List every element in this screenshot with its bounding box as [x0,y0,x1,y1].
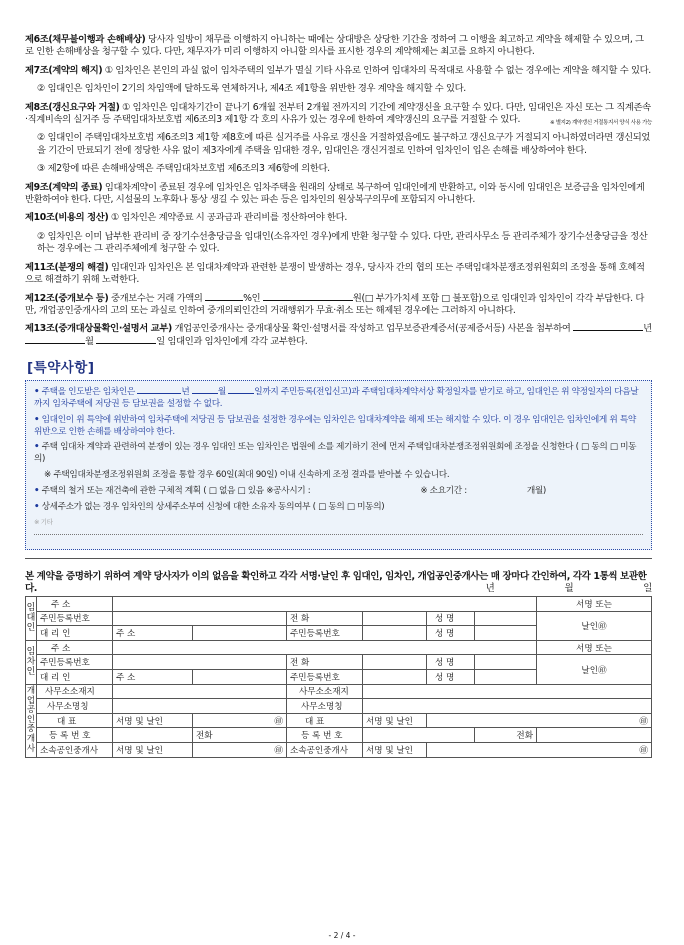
article-13 [25,323,652,348]
closing-text: 본 계약을 증명하기 위하여 계약 당사자가 이의 없음을 확인하고 각각 서명·날인 후 임대인, 임차인, 개업공인중개사는 매 장마다 간인하여, 각각 1통씩 보관한다. [25,571,647,594]
article-12-part1: 중개보수는 거래 가액의 [110,292,203,304]
agent1-office-address-label: 사무소소재지 [37,684,113,699]
article-8-clause-2: ② 임대인이 주택임대차보호법 제6조의3 제1항 제8호에 따른 실거주를 사유로 갱신을 거절하였음에도 불구하고 갱신요구가 거절되지 아니하였더라면 갱신되었을 기간이 만료되기 전에 정당한 사유 없이 제3자에게 주택을 임대한 경우, 임대인은 갱신거절로 인하여 임차인이 입은 손해를 배상하여야 한다. [37,132,651,156]
agent1-reg-field[interactable] [113,728,193,743]
tenant-row-address [26,640,652,655]
landlord-phone-label: 전 화 [287,611,363,626]
article-6-title: 제6조(채무불이행과 손해배상) [25,34,146,45]
article-9 [25,182,652,207]
landlord-phone-field[interactable] [363,611,427,626]
special-item-1-part3: 위 약정일자의 다음날까지 임차주택에 저당권 등 담보권을 설정할 수 없다. [34,387,639,409]
tenant-agent-label: 대 리 인 [37,670,113,685]
special-item-4 [34,486,643,498]
article-12-part3: 원(□ 부가가치세 포함 □ 불포함)으로 임대인과 임차인이 각각 부담한다. 다만, 개업공인중개사의 고의 또는 과실로 인하여 중개의뢰인간의 거래행위가 무효·취소 또는 해제된 경우에는 그러하지 아니하다. [25,292,644,316]
closing-day: 일 [643,582,652,594]
tenant-label: 임 차 인 [26,640,37,684]
landlord-address-label: 주 소 [37,597,113,612]
tenant-agent-name-label: 성 명 [427,670,475,685]
special-item-1-year: 년 [181,387,190,398]
agent2-affiliated-sign-label: 서명 및 날인 [363,743,427,758]
special-item-2 [34,415,643,439]
agent2-office-name-label: 사무소명칭 [287,699,363,714]
bullet-icon: • [34,414,40,425]
article-13-year: 년 [643,323,652,335]
agent1-rep-seal[interactable]: ㊞ [193,713,287,728]
agent2-tel-field[interactable] [537,728,652,743]
agent-row-office-name [26,699,652,714]
agent-row-affiliated [26,743,652,758]
agent1-affiliated-sign-label: 서명 및 날인 [113,743,193,758]
tenant-id-field[interactable] [113,655,287,670]
agent1-office-name-label: 사무소명칭 [37,699,113,714]
agent-row-registration [26,728,652,743]
delivery-year-blank[interactable] [573,330,643,331]
fee-rate-blank[interactable] [205,300,243,301]
signature-table [25,596,652,758]
article-8-title: 제8조(갱신요구와 거절) [25,101,120,113]
article-7-title: 제7조(계약의 해지) [25,64,103,76]
special-terms-box [25,380,652,550]
tenant-agent-address-field[interactable] [193,670,287,685]
bullet-icon: • [34,387,40,398]
special-terms-title: [특약사항] [27,360,95,377]
landlord-agent-name-field[interactable] [475,626,537,641]
page-number: - 2 / 4 - [328,931,356,940]
tenant-agent-id-label: 주민등록번호 [287,670,363,685]
article-6-body: 당사자 일방이 채무를 이행하지 아니하는 때에는 상대방은 상당한 기간을 정하여 그 이행을 최고하고 계약을 해제할 수 있으며, 그로 인한 손해배상을 청구할 수 있다. 다만, 채무자가 미리 이행하지 아니할 의사를 표시한 경우의 계약해제는 최고를 요하지 아니한다. [25,34,644,58]
article-7-body: ① 임차인은 본인의 과실 없이 임차주택의 일부가 멸실 기타 사유로 인하여 임대차의 목적대로 사용할 수 없는 경우에는 계약을 해지할 수 있다. [104,64,651,76]
tenant-name-label: 성 명 [427,655,475,670]
landlord-agent-address-label: 주 소 [113,626,193,641]
agent2-office-address-field[interactable] [363,684,652,699]
article-12-part2: %인 [243,292,261,304]
special-item-3-note: ※ 주택임대차분쟁조정위원회 조정을 통할 경우 60일(최대 90일) 이내 신속하게 조정 결과를 받아볼 수 있습니다. [44,469,450,480]
special-item-3 [34,442,643,466]
special-item-1-month: 월 [217,387,226,398]
agent2-affiliated-label: 소속공인중개사 [287,743,363,758]
agent1-rep-label: 대 표 [37,713,113,728]
article-12-title: 제12조(중개보수 등) [25,292,109,304]
movein-month-blank[interactable] [192,393,218,394]
article-7-clause-2: ② 임대인은 임차인이 2기의 차임액에 달하도록 연체하거나, 제4조 제1항을 위반한 경우 계약을 해지할 수 있다. [37,83,466,95]
landlord-agent-label: 대 리 인 [37,626,113,641]
tenant-address-label: 주 소 [37,640,113,655]
special-item-1 [34,387,643,411]
tenant-address-field[interactable] [113,640,537,655]
landlord-agent-name-label: 성 명 [427,626,475,641]
article-11-title: 제11조(분쟁의 해결) [25,261,109,273]
article-10-clause-2: ② 임차인은 이미 납부한 관리비 중 장기수선충당금을 임대인(소유자인 경우)에게 반환 청구할 수 있다. 다만, 관리사무소 등 관리주체가 장기수선충당금을 정산하는 경우에는 그 관리주체에게 청구할 수 있다. [37,230,648,255]
tenant-phone-field[interactable] [363,655,427,670]
article-11 [25,262,652,287]
closing-year: 년 [485,582,495,594]
agent1-rep-sign-label: 서명 및 날인 [113,713,193,728]
landlord-sign-label: 서명 또는 [537,597,652,612]
article-9-body: 임대차계약이 종료된 경우에 임차인은 임차주택을 원래의 상태로 복구하여 임대인에게 반환하고, 이와 동시에 임대인은 보증금을 임차인에게 반환하여야 한다. 다만, 시설물의 노후화나 통상 생길 수 있는 파손 등은 임차인의 원상복구의무에 포함되지 아니한다. [25,181,645,206]
special-misc: ※ 기타 [34,517,643,535]
agent2-reg-field[interactable] [363,728,475,743]
bullet-icon: • [34,442,40,453]
article-8-clause-3: ③ 제2항에 따른 손해배상액은 주택임대차보호법 제6조의3 제6항에 의한다. [37,163,330,175]
tenant-id-label: 주민등록번호 [37,655,113,670]
special-item-4-part3: 개월) [526,485,546,496]
landlord-label: 임 대 인 [26,597,37,641]
agent-row-office-address [26,684,652,699]
tenant-row-id [26,655,652,670]
special-item-4-part2: ※ 소요기간 : [420,485,467,496]
special-item-5 [34,502,643,514]
landlord-seal-label: 날인㊞ [537,611,652,640]
agent1-reg-label: 등 록 번 호 [37,728,113,743]
agent2-office-address-label: 사무소소재지 [287,684,363,699]
agent2-office-name-field[interactable] [363,699,652,714]
article-13-title: 제13조(중개대상물확인·설명서 교부) [25,323,172,335]
bullet-icon: • [34,485,40,496]
delivery-month-blank[interactable] [25,343,85,344]
article-8-body: ① 임차인은 임대차기간이 끝나기 6개월 전부터 2개월 전까지의 기간에 계약갱신을 요구할 수 있다. 다만, 임대인은 자신 또는 그 직계존속·직계비속의 실거주 등 주택임대차보호법 제6조의3 제1항 각 호의 사유가 있는 경우에 한하여 계약갱신의 요구를 거절할 수 있다. [25,101,651,126]
article-6 [25,34,652,59]
agent1-office-name-field[interactable] [113,699,287,714]
special-item-4-part1: 주택의 철거 또는 재건축에 관한 구체적 계획 ( □ 없음 □ 있음 ※공사시기 : [41,485,311,496]
agent2-reg-label: 등 록 번 호 [287,728,363,743]
agent2-tel-label: 전화 [475,728,537,743]
landlord-agent-id-label: 주민등록번호 [287,626,363,641]
divider [25,558,652,565]
agent-row-representative [26,713,652,728]
agent2-rep-sign-label: 서명 및 날인 [363,713,427,728]
article-13-part2: 일 임대인과 임차인에게 각각 교부한다. [156,335,308,347]
agent1-office-address-field[interactable] [113,684,287,699]
article-8-note: ※ 별지2) 계약갱신 거절통지서 양식 사용 가능 [550,120,652,127]
landlord-id-field[interactable] [113,611,287,626]
agent1-affiliated-seal[interactable]: ㊞ [193,743,287,758]
article-12 [25,293,652,318]
special-item-5-text: 상세주소가 없는 경우 임차인의 상세주소부여 신청에 대한 소유자 동의여부 ( □ 동의 □ 미동의) [41,501,385,512]
special-item-3-text: 주택 임대차 계약과 관련하여 분쟁이 있는 경우 임대인 또는 임차인은 법원에 소를 제기하기 전에 먼저 주택임대차분쟁조정위원회에 조정을 신청한다 ( □ 동의 □ 미동의) [34,442,637,465]
tenant-sign-label: 서명 또는 [537,640,652,655]
article-8 [25,102,652,127]
article-10 [25,212,652,224]
special-item-1-part2: 일까지 주민등록(전입신고)과 주택임대차계약서상 확정일자를 받기로 하고, 임대인은 [254,387,559,398]
agent1-tel-label: 전화 [193,728,287,743]
closing-month: 월 [564,582,574,594]
special-item-2-text: 임대인이 위 특약에 위반하여 임차주택에 저당권 등 담보권을 설정한 경우에는 임차인은 임대차계약을 해제 또는 해지할 수 있다. 이 경우 임대인은 임차인에게 위 특약 위반으로 인한 손해를 배상하여야 한다. [34,414,636,437]
article-9-title: 제9조(계약의 종료) [25,181,103,193]
delivery-day-blank[interactable] [96,343,156,344]
agent2-rep-label: 대 표 [287,713,363,728]
movein-day-blank[interactable] [228,393,254,394]
agent-label: 개 업 공 인 중 개 사 [26,684,37,757]
closing-date [416,583,652,595]
article-13-month: 월 [85,335,94,347]
tenant-phone-label: 전 화 [287,655,363,670]
landlord-address-field[interactable] [113,597,537,612]
landlord-agent-address-field[interactable] [193,626,287,641]
tenant-agent-name-field[interactable] [475,670,537,685]
article-13-part1: 개업공인중개사는 중개대상물 확인·설명서를 작성하고 업무보증관계증서(공제증서등) 사본을 첨부하여 [174,323,571,335]
landlord-row-address [26,597,652,612]
tenant-name-field[interactable] [475,655,537,670]
closing-statement [25,571,652,594]
landlord-name-label: 성 명 [427,611,475,626]
landlord-id-label: 주민등록번호 [37,611,113,626]
agent2-rep-seal[interactable]: ㊞ [427,713,652,728]
special-item-1-part1: 주택을 인도받은 임차인은 [41,387,135,398]
article-10-title: 제10조(비용의 정산) [25,212,109,224]
landlord-name-field[interactable] [475,611,537,626]
movein-year-blank[interactable] [137,393,181,394]
fee-amount-blank[interactable] [263,300,353,301]
article-7 [25,65,652,77]
bullet-icon: • [34,501,40,512]
tenant-agent-id-field[interactable] [363,670,427,685]
article-10-body: ① 임차인은 계약종료 시 공과금과 관리비를 정산하여야 한다. [110,212,347,224]
landlord-agent-id-field[interactable] [363,626,427,641]
article-11-body: 임대인과 임차인은 본 임대차계약과 관련한 분쟁이 발생하는 경우, 당사자 간의 협의 또는 주택임대차분쟁조정위원회의 조정을 통해 호혜적으로 해결하기 위해 노력한다. [25,261,645,286]
agent2-affiliated-seal[interactable]: ㊞ [427,743,652,758]
landlord-row-id [26,611,652,626]
agent1-affiliated-label: 소속공인중개사 [37,743,113,758]
tenant-agent-address-label: 주 소 [113,670,193,685]
tenant-seal-label: 날인㊞ [537,655,652,684]
